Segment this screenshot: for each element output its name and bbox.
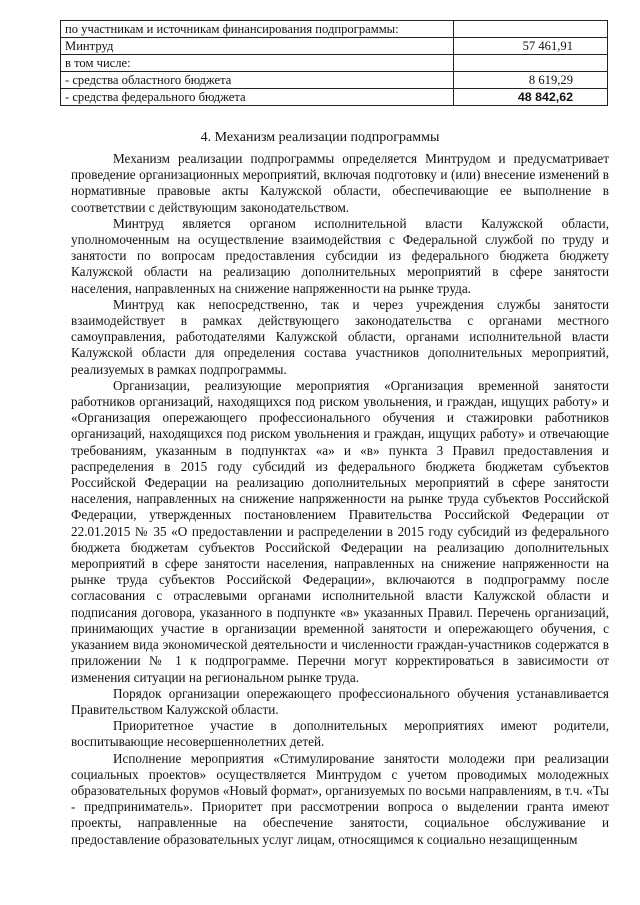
- financing-table: [60, 20, 608, 106]
- section-heading: 4. Механизм реализации подпрограммы: [200, 130, 440, 145]
- paragraph: Порядок организации опережающего профессионального обучения устанавливается Правительством Калужской области.: [71, 685, 609, 717]
- table-row: [61, 21, 608, 38]
- paragraph: Приоритетное участие в дополнительных мероприятиях имеют родители, воспитывающие несовершеннолетних детей.: [71, 718, 609, 750]
- paragraph: Механизм реализации подпрограммы определяется Минтрудом и предусматривает проведение организационных мероприятий, включая подготовку и (или) внесение изменений в нормативные правовые акты Калужской области, обеспечивающие ее выполнение в соответствии с действующим законодательством.: [71, 151, 609, 215]
- section-body: [71, 151, 609, 848]
- table-cell-label: Минтруд: [61, 38, 454, 55]
- paragraph: Организации, реализующие мероприятия «Организация временной занятости работников организаций, находящихся под риском увольнения, и граждан, ищущих работу» и «Организация опережающего профессионального обучения и стажировки работников организаций, находящихся под риском увольнения и граждан, ищущих работу» и отвечающие требованиям, указанным в подпунктах «а» и «в» пункта 3 Правил предоставления и распределения в 2015 году субсидий из федерального бюджета бюджетам субъектов Российской Федерации на реализацию дополнительных мероприятий в сфере занятости населения, направленных на снижение напряженности на рынке труда субъектов Российской Федерации, утвержденных постановлением Правительства Российской Федерации от 22.01.2015 № 35 «О предоставлении и распределении в 2015 году субсидий из федерального бюджета бюджетам субъектов Российской Федерации на реализацию дополнительных мероприятий в сфере занятости населения, направленных на снижение напряженности на рынке труда субъектов Российской Федерации», включаются в подпрограмму после согласования с отраслевыми органами исполнительной власти Калужской области и подписания договора, указанного в подпункте «в» указанных Правил. Перечень организаций, принимающих участие в организации временной занятости и опережающего обучения, с указанием вида экономической деятельности и численности граждан-участников содержатся в приложении № 1 к подпрограмме. Перечни могут корректироваться в зависимости от изменения ситуации на региональном рынке труда.: [71, 377, 609, 685]
- table-cell-label: - средства областного бюджета: [61, 72, 454, 89]
- table-cell-value: 48 842,62: [453, 89, 607, 106]
- table-row: [61, 38, 608, 55]
- table-row: [61, 72, 608, 89]
- paragraph: Минтруд как непосредственно, так и через учреждения службы занятости взаимодействует в рамках действующего законодательства с органами местного самоуправления, работодателями Калужской области, органами исполнительной власти Калужской области для определения состава участников дополнительных мероприятий, реализуемых в рамках подпрограммы.: [71, 296, 609, 377]
- table-row: [61, 89, 608, 106]
- table-cell-label: в том числе:: [61, 55, 454, 72]
- paragraph: Исполнение мероприятия «Стимулирование занятости молодежи при реализации социальных проектов» осуществляется Минтрудом с учетом проводимых молодежных образовательных форумов «Новый формат», организуемых по восьми направлениям, в т.ч. «Ты - предприниматель». Приоритет при рассмотрении вопроса о выделении гранта имеют проекты, направленные на обеспечение занятости, социальное обслуживание и предоставление образовательных услуг лицам, относящимся к социально незащищенным: [71, 750, 609, 847]
- table-cell-value: 57 461,91: [453, 38, 607, 55]
- paragraph: Минтруд является органом исполнительной власти Калужской области, уполномоченным на осуществление взаимодействия с Федеральной службой по труду и занятости по вопросам предоставления субсидии из федерального бюджета бюджету Калужской области на реализацию дополнительных мероприятий в сфере занятости населения, направленных на снижение напряженности на рынке труда.: [71, 215, 609, 296]
- table-cell-value: [453, 55, 607, 72]
- table-cell-value: [453, 21, 607, 38]
- table-cell-label: по участникам и источникам финансирования подпрограммы:: [61, 21, 454, 38]
- table-cell-value: 8 619,29: [453, 72, 607, 89]
- table-cell-label: - средства федерального бюджета: [61, 89, 454, 106]
- table-row: [61, 55, 608, 72]
